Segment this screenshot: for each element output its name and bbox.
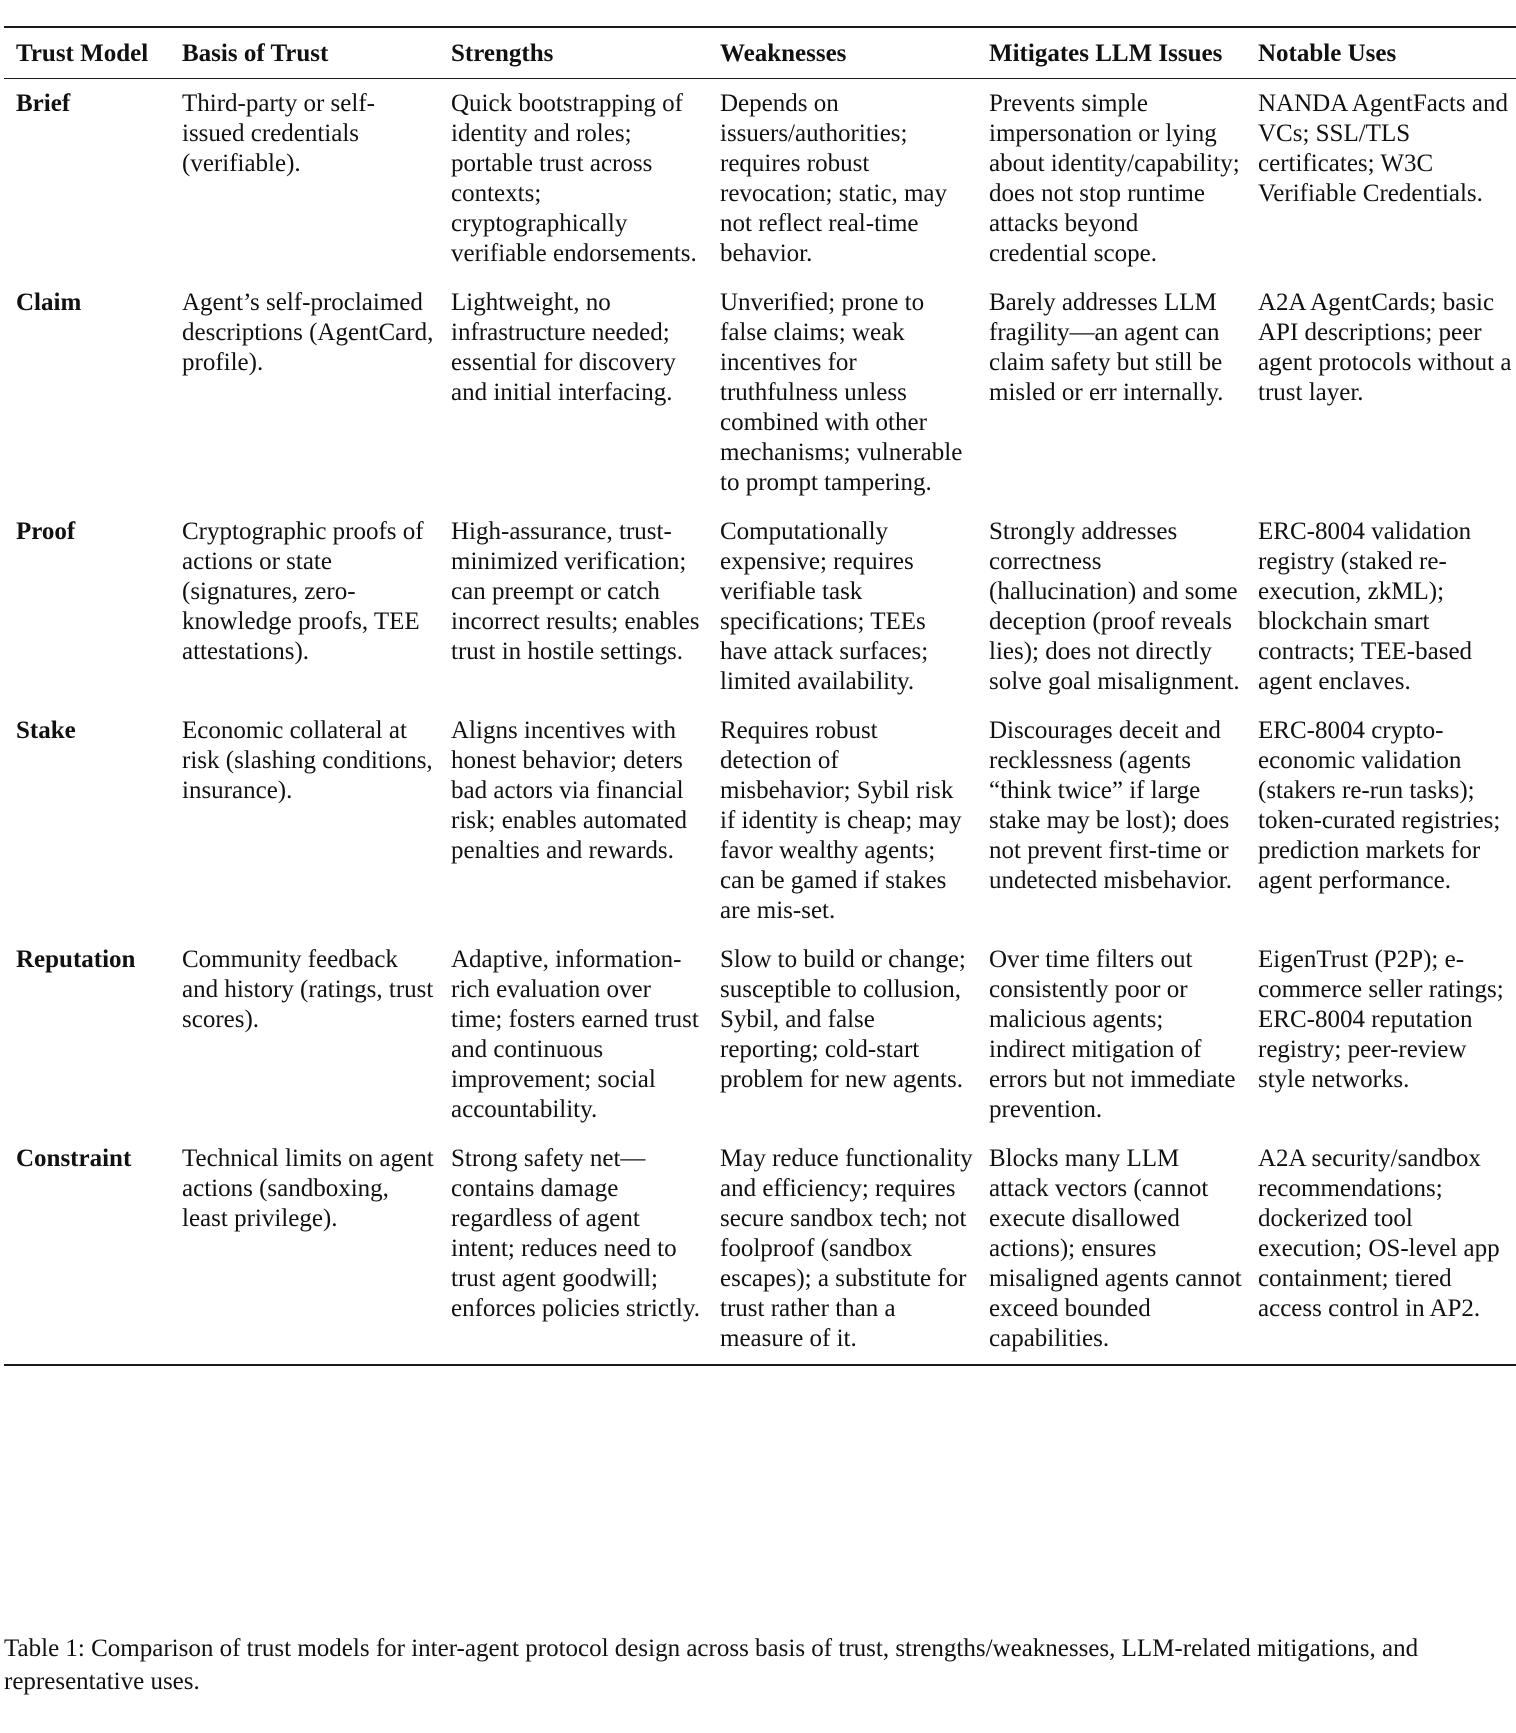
cell-uses: A2A security/sandbox recommendations; dockerized tool execution; OS-level app containment; tiered access control in AP2.: [1258, 1145, 1500, 1322]
table-row-claim: [4, 276, 1516, 505]
cell-mitigates: Blocks many LLM attack vectors (cannot execute disallowed actions); ensures misaligned agents cannot exceed bounded capabilities.: [989, 1145, 1242, 1352]
cell-basis: Cryptographic proofs of actions or state (signatures, zero-knowledge proofs, TEE attestations).: [182, 518, 424, 665]
cell-basis: Community feedback and history (ratings, trust scores).: [182, 946, 434, 1033]
table-row-constraint: [4, 1132, 1516, 1365]
table-row-proof: [4, 505, 1516, 704]
cell-strengths: Lightweight, no infrastructure needed; essential for discovery and initial interfacing.: [451, 289, 676, 406]
table-row-stake: [4, 704, 1516, 933]
cell-basis: Third-party or self-issued credentials (verifiable).: [182, 90, 375, 177]
cell-weaknesses: Unverified; prone to false claims; weak incentives for truthfulness unless combined with other mechanisms; vulnerable to prompt tampering.: [720, 289, 963, 496]
table-caption: Table 1: Comparison of trust models for inter-agent protocol design across basis of trust, strengths/weaknesses, LLM-related mitigations, and representative uses.: [4, 1635, 1419, 1695]
cell-weaknesses: Slow to build or change; susceptible to collusion, Sybil, and false reporting; cold-start problem for new agents.: [720, 946, 966, 1093]
cell-mitigates: Barely addresses LLM fragility—an agent can claim safety but still be misled or err internally.: [989, 289, 1224, 406]
cell-weaknesses: Requires robust detection of misbehavior; Sybil risk if identity is cheap; may favor wealthy agents; can be gamed if stakes are mis-set.: [720, 717, 962, 924]
cell-strengths: Adaptive, information-rich evaluation over time; fosters earned trust and continuous improvement; social accountability.: [451, 946, 699, 1123]
table-header: [4, 27, 1516, 79]
cell-trust-model: Reputation: [16, 946, 136, 973]
cell-trust-model: Proof: [16, 518, 76, 545]
cell-basis: Economic collateral at risk (slashing conditions, insurance).: [182, 717, 433, 804]
cell-uses: ERC-8004 crypto-economic validation (stakers re-run tasks); token-curated registries; prediction markets for agent performance.: [1258, 717, 1501, 894]
header-mitigates-llm-issues: Mitigates LLM Issues: [977, 27, 1246, 79]
header-strengths: Strengths: [439, 27, 708, 79]
cell-strengths: High-assurance, trust-minimized verification; can preempt or catch incorrect results; enables trust in hostile settings.: [451, 518, 700, 665]
table-row-brief: [4, 79, 1516, 277]
cell-mitigates: Over time filters out consistently poor or malicious agents; indirect mitigation of errors but not immediate prevention.: [989, 946, 1236, 1123]
trust-models-table: [4, 26, 1516, 1366]
cell-weaknesses: May reduce functionality and efficiency; requires secure sandbox tech; not foolproof (sandbox escapes); a substitute for trust rather than a measure of it.: [720, 1145, 973, 1352]
cell-uses: EigenTrust (P2P); e-commerce seller ratings; ERC-8004 reputation registry; peer-review style networks.: [1258, 946, 1504, 1093]
cell-strengths: Aligns incentives with honest behavior; deters bad actors via financial risk; enables automated penalties and rewards.: [451, 717, 688, 864]
cell-trust-model: Claim: [16, 289, 82, 316]
table-row-reputation: [4, 933, 1516, 1132]
cell-basis: Agent’s self-proclaimed descriptions (AgentCard, profile).: [182, 289, 434, 376]
header-weaknesses: Weaknesses: [708, 27, 977, 79]
cell-uses: ERC-8004 validation registry (staked re-execution, zkML); blockchain smart contracts; TEE-based agent enclaves.: [1258, 518, 1473, 695]
cell-mitigates: Prevents simple impersonation or lying about identity/capability; does not stop runtime attacks beyond credential scope.: [989, 90, 1240, 267]
cell-strengths: Quick bootstrapping of identity and roles; portable trust across contexts; cryptographically verifiable endorsements.: [451, 90, 697, 267]
header-row: [4, 27, 1516, 79]
cell-weaknesses: Computationally expensive; requires verifiable task specifications; TEEs have attack surfaces; limited availability.: [720, 518, 929, 695]
cell-trust-model: Stake: [16, 717, 76, 744]
table-body: [4, 79, 1516, 1366]
cell-uses: A2A AgentCards; basic API descriptions; peer agent protocols without a trust layer.: [1258, 289, 1512, 406]
cell-trust-model: Brief: [16, 90, 71, 117]
cell-trust-model: Constraint: [16, 1145, 132, 1172]
cell-uses: NANDA AgentFacts and VCs; SSL/TLS certificates; W3C Verifiable Credentials.: [1258, 90, 1508, 207]
cell-basis: Technical limits on agent actions (sandboxing, least privilege).: [182, 1145, 434, 1232]
header-notable-uses: Notable Uses: [1246, 27, 1516, 79]
cell-weaknesses: Depends on issuers/authorities; requires robust revocation; static, may not reflect real-time behavior.: [720, 90, 948, 267]
header-basis-of-trust: Basis of Trust: [170, 27, 439, 79]
header-trust-model: Trust Model: [4, 27, 170, 79]
cell-mitigates: Strongly addresses correctness (hallucination) and some deception (proof reveals lies); does not directly solve goal misalignment.: [989, 518, 1240, 695]
cell-mitigates: Discourages deceit and recklessness (agents “think twice” if large stake may be lost); does not prevent first-time or undetected misbehavior.: [989, 717, 1232, 894]
cell-strengths: Strong safety net—contains damage regardless of agent intent; reduces need to trust agent goodwill; enforces policies strictly.: [451, 1145, 700, 1322]
